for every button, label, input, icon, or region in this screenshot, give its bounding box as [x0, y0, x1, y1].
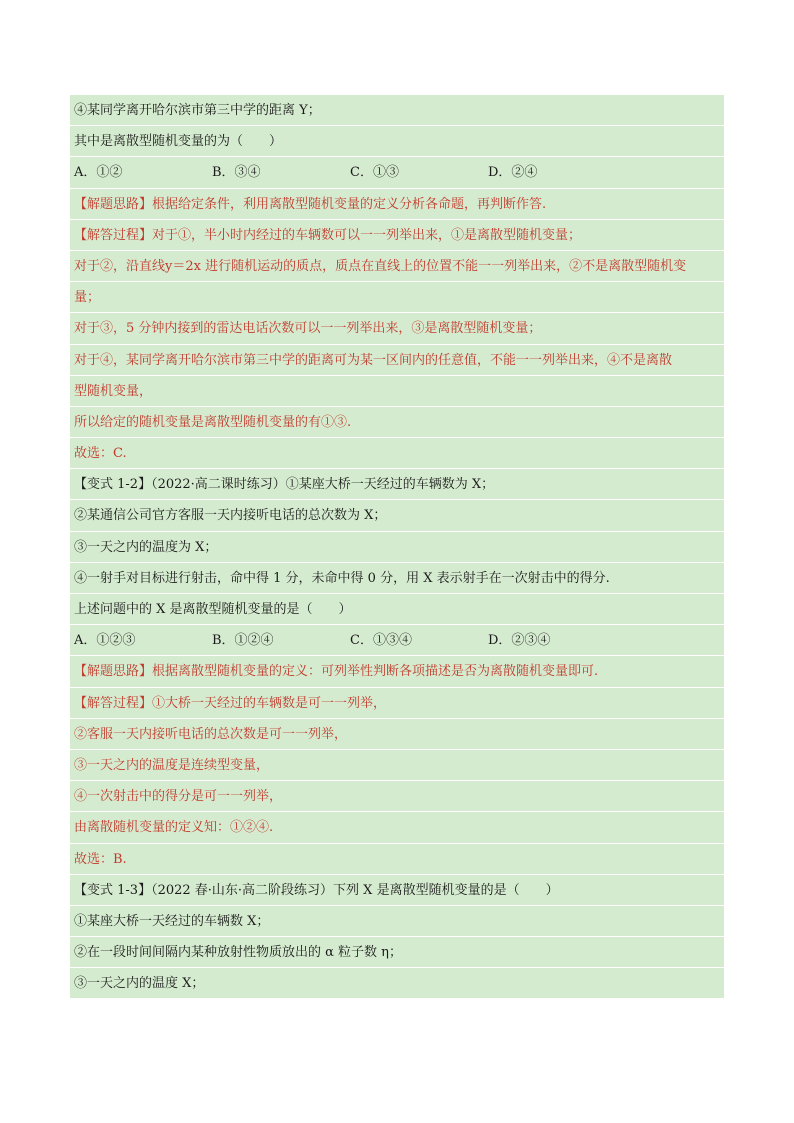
question-text: ④一射手对目标进行射击，命中得 1 分，未命中得 0 分，用 X 表示射手在一次射击中的得分.: [74, 570, 610, 586]
solution-text: 量；: [74, 290, 101, 306]
solution-text: 对于②，沿直线y＝2x 进行随机运动的质点，质点在直线上的位置不能一一列举出来，②不是离散型随机变: [74, 258, 687, 274]
solution-text: 根据离散型随机变量的定义：可列举性判断各项描述是否为离散随机变量即可.: [152, 664, 599, 680]
solution-text: 故选：C.: [74, 446, 127, 462]
question-text: 上述问题中的 X 是离散型随机变量的是（ ）: [74, 602, 352, 617]
section-label: 【解题思路】: [74, 664, 153, 680]
text-line: [70, 719, 724, 750]
section-label: 【解答过程】: [74, 695, 153, 711]
text-line: [70, 563, 724, 594]
text-line: [70, 251, 724, 282]
text-line: [70, 906, 724, 937]
solution-text: ④一次射击中的得分是可一一列举，: [74, 789, 283, 805]
text-line: [70, 937, 724, 968]
answer-option: D．②④: [488, 165, 538, 181]
solution-text: 对于④，某同学离开哈尔滨市第三中学的距离可为某一区间内的任意值，不能一一列举出来，④不是离散: [74, 352, 673, 368]
solution-text: ②客服一天内接听电话的总次数是可一一列举，: [74, 726, 348, 742]
text-line: [70, 500, 724, 531]
answer-option: A．①②③: [74, 633, 136, 649]
solution-text: ③一天之内的温度是连续型变量，: [74, 757, 270, 773]
question-text: 【变式 1-2】（2022·高二课时练习）①某座大桥一天经过的车辆数为 X；: [74, 477, 495, 493]
question-text: ①某座大桥一天经过的车辆数 X；: [74, 913, 270, 929]
text-line: [70, 532, 724, 563]
document-page: [70, 95, 724, 999]
text-line: [70, 407, 724, 438]
answer-option: C．①③④: [350, 633, 412, 649]
solution-text: 由离散随机变量的定义知：①②④.: [74, 820, 274, 836]
solution-text: 所以给定的随机变量是离散型随机变量的有①③.: [74, 414, 352, 430]
section-label: 【解答过程】: [74, 227, 153, 243]
text-line: [70, 313, 724, 344]
question-text: 其中是离散型随机变量的为（ ）: [74, 134, 283, 150]
answer-option: B．①②④: [212, 633, 274, 649]
text-line: [70, 345, 724, 376]
question-text: ④某同学离开哈尔滨市第三中学的距离 Y；: [74, 103, 321, 118]
text-line: [70, 875, 724, 906]
answer-options: [70, 625, 724, 656]
answer-option: C．①③: [350, 165, 399, 181]
text-line: [70, 220, 724, 251]
text-line: [70, 376, 724, 407]
text-line: [70, 189, 724, 220]
solution-text: 对于③，5 分钟内接到的雷达电话次数可以一一列举出来，③是离散型随机变量；: [74, 321, 542, 337]
answer-option: A．①②: [74, 165, 123, 181]
answer-option: D．②③④: [488, 633, 551, 649]
text-line: [70, 126, 724, 157]
text-line: [70, 750, 724, 781]
section-label: 【解题思路】: [74, 196, 153, 212]
text-line: [70, 781, 724, 812]
solution-text: 型随机变量，: [74, 383, 153, 399]
text-line: [70, 594, 724, 625]
solution-text: 对于①，半小时内经过的车辆数可以一一列举出来，①是离散型随机变量；: [152, 227, 582, 243]
solution-text: 根据给定条件，利用离散型随机变量的定义分析各命题，再判断作答.: [152, 196, 547, 212]
text-line: [70, 656, 724, 687]
question-text: 【变式 1-3】（2022 春·山东·高二阶段练习）下列 X 是离散型随机变量的是（ ）: [74, 882, 559, 898]
question-text: ②某通信公司官方客服一天内接听电话的总次数为 X；: [74, 508, 387, 524]
solution-text: ①大桥一天经过的车辆数是可一一列举，: [152, 695, 387, 711]
solution-text: 故选：B.: [74, 851, 127, 867]
text-line: [70, 968, 724, 999]
text-line: [70, 812, 724, 843]
question-text: ②在一段时间间隔内某种放射性物质放出的 α 粒子数 η；: [74, 945, 402, 961]
text-line: [70, 282, 724, 313]
text-line: [70, 688, 724, 719]
answer-option: B．③④: [212, 165, 261, 181]
text-line: [70, 469, 724, 500]
text-line: [70, 844, 724, 875]
text-line: [70, 438, 724, 469]
text-line: [70, 95, 724, 126]
question-text: ③一天之内的温度为 X；: [74, 539, 218, 555]
question-text: ③一天之内的温度 X；: [74, 976, 205, 992]
answer-options: [70, 157, 724, 188]
